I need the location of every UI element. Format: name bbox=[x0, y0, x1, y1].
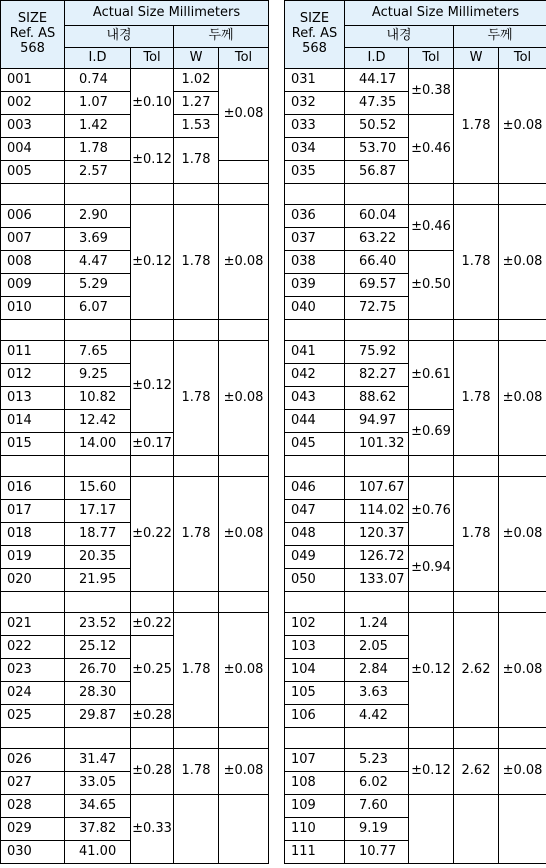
table-row bbox=[285, 613, 546, 636]
width-cell: 1.78 bbox=[454, 205, 499, 320]
spacer-cell bbox=[499, 592, 546, 613]
inner-diameter-tolerance-cell bbox=[409, 795, 454, 864]
size-cell: 001 bbox=[1, 69, 65, 92]
spacer-cell bbox=[285, 320, 345, 341]
spacer-cell bbox=[345, 184, 409, 205]
spacer-cell bbox=[174, 592, 219, 613]
group-spacer-row bbox=[285, 320, 546, 341]
inner-diameter-cell: 101.32 bbox=[345, 433, 409, 456]
inner-diameter-tolerance-cell: ±0.69 bbox=[409, 410, 454, 456]
size-cell: 007 bbox=[1, 228, 65, 251]
width-tolerance-cell bbox=[499, 795, 546, 864]
spacer-cell bbox=[131, 184, 174, 205]
width-cell: 1.78 bbox=[454, 341, 499, 456]
inner-diameter-cell: 2.57 bbox=[65, 161, 131, 184]
spacer-cell bbox=[174, 184, 219, 205]
inner-diameter-tolerance-cell: ±0.22 bbox=[131, 613, 174, 636]
spacer-cell bbox=[454, 592, 499, 613]
size-cell: 004 bbox=[1, 138, 65, 161]
inner-diameter-cell: 1.07 bbox=[65, 92, 131, 115]
inner-diameter-tolerance-cell: ±0.76 bbox=[409, 477, 454, 546]
spacer-cell bbox=[65, 728, 131, 749]
spacer-cell bbox=[454, 456, 499, 477]
size-cell: 002 bbox=[1, 92, 65, 115]
inner-diameter-cell: 56.87 bbox=[345, 161, 409, 184]
inner-diameter-tolerance-cell: ±0.94 bbox=[409, 546, 454, 592]
right-table-body bbox=[285, 1, 546, 864]
size-cell: 023 bbox=[1, 659, 65, 682]
inner-diameter-tolerance-cell: ±0.46 bbox=[409, 115, 454, 184]
spacer-cell bbox=[65, 184, 131, 205]
width-cell: 1.78 bbox=[174, 138, 219, 184]
size-cell: 015 bbox=[1, 433, 65, 456]
group-spacer-row bbox=[285, 456, 546, 477]
spacer-cell bbox=[345, 456, 409, 477]
width-cell: 1.78 bbox=[174, 613, 219, 728]
table-row bbox=[1, 613, 269, 636]
spacer-cell bbox=[409, 320, 454, 341]
id-column-header: I.D bbox=[345, 48, 409, 69]
w-tol-column-header: Tol bbox=[499, 48, 546, 69]
inner-diameter-cell: 29.87 bbox=[65, 705, 131, 728]
size-cell: 020 bbox=[1, 569, 65, 592]
spacer-cell bbox=[131, 592, 174, 613]
spacer-cell bbox=[285, 592, 345, 613]
inner-diameter-cell: 1.42 bbox=[65, 115, 131, 138]
width-tolerance-cell: ±0.08 bbox=[499, 749, 546, 795]
spacer-cell bbox=[219, 592, 269, 613]
width-cell: 2.62 bbox=[454, 613, 499, 728]
size-cell: 010 bbox=[1, 297, 65, 320]
size-cell: 038 bbox=[285, 251, 345, 274]
table-row bbox=[285, 205, 546, 228]
spacer-cell bbox=[345, 728, 409, 749]
spacer-cell bbox=[1, 184, 65, 205]
inner-diameter-tolerance-cell: ±0.50 bbox=[409, 251, 454, 320]
inner-diameter-cell: 94.97 bbox=[345, 410, 409, 433]
spacer-cell bbox=[454, 184, 499, 205]
size-cell: 006 bbox=[1, 205, 65, 228]
inner-diameter-tolerance-cell: ±0.10 bbox=[131, 69, 174, 138]
inner-diameter-tolerance-cell: ±0.25 bbox=[131, 636, 174, 705]
spacer-cell bbox=[454, 728, 499, 749]
inner-diameter-tolerance-cell: ±0.22 bbox=[131, 477, 174, 592]
spacer-cell bbox=[219, 320, 269, 341]
inner-diameter-cell: 14.00 bbox=[65, 433, 131, 456]
inner-diameter-cell: 4.42 bbox=[345, 705, 409, 728]
size-cell: 033 bbox=[285, 115, 345, 138]
size-cell: 011 bbox=[1, 341, 65, 364]
size-cell: 036 bbox=[285, 205, 345, 228]
width-tolerance-cell: ±0.08 bbox=[219, 341, 269, 456]
spacer-cell bbox=[454, 320, 499, 341]
size-cell: 105 bbox=[285, 682, 345, 705]
group-spacer-row bbox=[1, 592, 269, 613]
table-row bbox=[1, 795, 269, 818]
spacer-cell bbox=[1, 320, 65, 341]
inner-diameter-cell: 50.52 bbox=[345, 115, 409, 138]
width-cell: 1.78 bbox=[174, 749, 219, 795]
size-cell: 048 bbox=[285, 523, 345, 546]
spacer-cell bbox=[345, 320, 409, 341]
size-cell: 042 bbox=[285, 364, 345, 387]
width-cell: 1.02 bbox=[174, 69, 219, 92]
width-tolerance-cell: ±0.08 bbox=[219, 749, 269, 795]
size-cell: 022 bbox=[1, 636, 65, 659]
inner-diameter-cell: 21.95 bbox=[65, 569, 131, 592]
width-cell: 1.78 bbox=[174, 477, 219, 592]
inner-diameter-cell: 34.65 bbox=[65, 795, 131, 818]
w-tol-column-header: Tol bbox=[219, 48, 269, 69]
spacer-cell bbox=[131, 728, 174, 749]
width-cell bbox=[454, 795, 499, 864]
inner-diameter-cell: 9.19 bbox=[345, 818, 409, 841]
size-cell: 108 bbox=[285, 772, 345, 795]
inner-diameter-cell: 107.67 bbox=[345, 477, 409, 500]
inner-diameter-cell: 3.69 bbox=[65, 228, 131, 251]
inner-diameter-cell: 17.17 bbox=[65, 500, 131, 523]
spacer-cell bbox=[219, 184, 269, 205]
size-cell: 107 bbox=[285, 749, 345, 772]
spacer-cell bbox=[131, 320, 174, 341]
size-cell: 031 bbox=[285, 69, 345, 92]
width-tolerance-cell: ±0.08 bbox=[499, 69, 546, 184]
size-cell: 103 bbox=[285, 636, 345, 659]
inner-diameter-cell: 9.25 bbox=[65, 364, 131, 387]
width-tolerance-cell: ±0.08 bbox=[499, 205, 546, 320]
width-tolerance-cell: ±0.08 bbox=[219, 613, 269, 728]
size-cell: 044 bbox=[285, 410, 345, 433]
inner-diameter-tolerance-cell: ±0.12 bbox=[131, 341, 174, 433]
inner-diameter-cell: 10.82 bbox=[65, 387, 131, 410]
size-cell: 009 bbox=[1, 274, 65, 297]
spacer-cell bbox=[409, 184, 454, 205]
left-table-body bbox=[1, 1, 269, 864]
inner-diameter-cell: 69.57 bbox=[345, 274, 409, 297]
table-row bbox=[285, 795, 546, 818]
group-spacer-row bbox=[1, 456, 269, 477]
inner-diameter-cell: 15.60 bbox=[65, 477, 131, 500]
right-size-table bbox=[284, 0, 546, 864]
w-column-header: W bbox=[454, 48, 499, 69]
inner-diameter-header: 내경 bbox=[345, 26, 454, 48]
group-spacer-row bbox=[285, 592, 546, 613]
spacer-cell bbox=[285, 184, 345, 205]
size-header-line3: 568 bbox=[20, 40, 45, 56]
width-tolerance-cell: ±0.08 bbox=[219, 477, 269, 592]
table-row bbox=[1, 477, 269, 500]
id-tol-column-header: Tol bbox=[131, 48, 174, 69]
width-tolerance-cell: ±0.08 bbox=[499, 613, 546, 728]
inner-diameter-tolerance-cell: ±0.12 bbox=[409, 613, 454, 728]
spacer-cell bbox=[499, 320, 546, 341]
spacer-cell bbox=[409, 592, 454, 613]
width-tolerance-cell: ±0.08 bbox=[219, 205, 269, 320]
width-cell: 1.78 bbox=[174, 205, 219, 320]
id-column-header: I.D bbox=[65, 48, 131, 69]
inner-diameter-cell: 3.63 bbox=[345, 682, 409, 705]
spacer-cell bbox=[65, 456, 131, 477]
size-cell: 024 bbox=[1, 682, 65, 705]
width-cell: 1.78 bbox=[454, 69, 499, 184]
inner-diameter-tolerance-cell: ±0.33 bbox=[131, 795, 174, 864]
size-cell: 008 bbox=[1, 251, 65, 274]
inner-diameter-cell: 37.82 bbox=[65, 818, 131, 841]
group-spacer-row bbox=[1, 728, 269, 749]
table-row bbox=[285, 749, 546, 772]
inner-diameter-cell: 4.47 bbox=[65, 251, 131, 274]
spacer-cell bbox=[1, 456, 65, 477]
width-cell: 1.78 bbox=[454, 477, 499, 592]
width-cell: 1.53 bbox=[174, 115, 219, 138]
size-cell: 018 bbox=[1, 523, 65, 546]
spacer-cell bbox=[499, 728, 546, 749]
size-cell: 109 bbox=[285, 795, 345, 818]
size-cell: 012 bbox=[1, 364, 65, 387]
size-header bbox=[285, 1, 345, 69]
thickness-header: 두께 bbox=[174, 26, 269, 48]
inner-diameter-cell: 18.77 bbox=[65, 523, 131, 546]
inner-diameter-cell: 75.92 bbox=[345, 341, 409, 364]
size-cell: 043 bbox=[285, 387, 345, 410]
spacer-cell bbox=[174, 456, 219, 477]
spacer-cell bbox=[1, 728, 65, 749]
size-header-line1: SIZE bbox=[17, 11, 48, 27]
inner-diameter-tolerance-cell: ±0.28 bbox=[131, 705, 174, 728]
inner-diameter-cell: 31.47 bbox=[65, 749, 131, 772]
inner-diameter-cell: 33.05 bbox=[65, 772, 131, 795]
inner-diameter-cell: 126.72 bbox=[345, 546, 409, 569]
width-cell: 2.62 bbox=[454, 749, 499, 795]
inner-diameter-cell: 1.24 bbox=[345, 613, 409, 636]
size-cell: 050 bbox=[285, 569, 345, 592]
spacer-cell bbox=[285, 728, 345, 749]
spacer-cell bbox=[219, 456, 269, 477]
inner-diameter-tolerance-cell: ±0.28 bbox=[131, 749, 174, 795]
size-cell: 034 bbox=[285, 138, 345, 161]
thickness-header: 두께 bbox=[454, 26, 546, 48]
size-cell: 046 bbox=[285, 477, 345, 500]
inner-diameter-cell: 2.05 bbox=[345, 636, 409, 659]
inner-diameter-cell: 28.30 bbox=[65, 682, 131, 705]
inner-diameter-cell: 25.12 bbox=[65, 636, 131, 659]
inner-diameter-cell: 41.00 bbox=[65, 841, 131, 864]
size-cell: 013 bbox=[1, 387, 65, 410]
size-cell: 029 bbox=[1, 818, 65, 841]
table-row bbox=[285, 69, 546, 92]
size-cell: 049 bbox=[285, 546, 345, 569]
inner-diameter-cell: 120.37 bbox=[345, 523, 409, 546]
spacer-cell bbox=[219, 728, 269, 749]
inner-diameter-cell: 2.90 bbox=[65, 205, 131, 228]
inner-diameter-tolerance-cell: ±0.17 bbox=[131, 433, 174, 456]
inner-diameter-cell: 88.62 bbox=[345, 387, 409, 410]
inner-diameter-tolerance-cell: ±0.38 bbox=[409, 69, 454, 115]
width-tolerance-cell bbox=[219, 795, 269, 864]
inner-diameter-cell: 12.42 bbox=[65, 410, 131, 433]
size-cell: 017 bbox=[1, 500, 65, 523]
size-cell: 106 bbox=[285, 705, 345, 728]
spacer-cell bbox=[409, 456, 454, 477]
inner-diameter-cell: 60.04 bbox=[345, 205, 409, 228]
inner-diameter-tolerance-cell: ±0.46 bbox=[409, 205, 454, 251]
w-column-header: W bbox=[174, 48, 219, 69]
spacer-cell bbox=[499, 456, 546, 477]
inner-diameter-cell: 53.70 bbox=[345, 138, 409, 161]
size-header-line3: 568 bbox=[302, 40, 327, 56]
spacer-cell bbox=[174, 728, 219, 749]
size-cell: 102 bbox=[285, 613, 345, 636]
size-header-line2: Ref. AS bbox=[9, 26, 56, 42]
size-cell: 014 bbox=[1, 410, 65, 433]
table-row bbox=[1, 69, 269, 92]
inner-diameter-cell: 44.17 bbox=[345, 69, 409, 92]
inner-diameter-header: 내경 bbox=[65, 26, 174, 48]
spacer-cell bbox=[131, 456, 174, 477]
inner-diameter-cell: 23.52 bbox=[65, 613, 131, 636]
inner-diameter-cell: 7.65 bbox=[65, 341, 131, 364]
table-row bbox=[285, 477, 546, 500]
inner-diameter-cell: 20.35 bbox=[65, 546, 131, 569]
width-tolerance-cell bbox=[219, 161, 269, 184]
size-cell: 111 bbox=[285, 841, 345, 864]
size-cell: 039 bbox=[285, 274, 345, 297]
inner-diameter-tolerance-cell: ±0.12 bbox=[131, 138, 174, 184]
inner-diameter-cell: 66.40 bbox=[345, 251, 409, 274]
size-cell: 045 bbox=[285, 433, 345, 456]
size-header bbox=[1, 1, 65, 69]
spacer-cell bbox=[285, 456, 345, 477]
width-cell: 1.78 bbox=[174, 341, 219, 456]
inner-diameter-cell: 133.07 bbox=[345, 569, 409, 592]
size-cell: 037 bbox=[285, 228, 345, 251]
size-cell: 027 bbox=[1, 772, 65, 795]
size-cell: 030 bbox=[1, 841, 65, 864]
spacer-cell bbox=[409, 728, 454, 749]
inner-diameter-cell: 5.23 bbox=[345, 749, 409, 772]
size-cell: 025 bbox=[1, 705, 65, 728]
inner-diameter-cell: 5.29 bbox=[65, 274, 131, 297]
id-tol-column-header: Tol bbox=[409, 48, 454, 69]
spacer-cell bbox=[499, 184, 546, 205]
size-header-line2: Ref. AS bbox=[291, 26, 338, 42]
inner-diameter-cell: 6.07 bbox=[65, 297, 131, 320]
size-cell: 005 bbox=[1, 161, 65, 184]
table-row bbox=[1, 341, 269, 364]
size-cell: 028 bbox=[1, 795, 65, 818]
spacer-cell bbox=[1, 592, 65, 613]
inner-diameter-cell: 26.70 bbox=[65, 659, 131, 682]
spacer-cell bbox=[65, 320, 131, 341]
inner-diameter-cell: 10.77 bbox=[345, 841, 409, 864]
inner-diameter-cell: 47.35 bbox=[345, 92, 409, 115]
inner-diameter-cell: 7.60 bbox=[345, 795, 409, 818]
size-cell: 032 bbox=[285, 92, 345, 115]
size-cell: 040 bbox=[285, 297, 345, 320]
inner-diameter-tolerance-cell: ±0.61 bbox=[409, 341, 454, 410]
inner-diameter-cell: 1.78 bbox=[65, 138, 131, 161]
inner-diameter-cell: 2.84 bbox=[345, 659, 409, 682]
width-tolerance-cell: ±0.08 bbox=[219, 69, 269, 161]
group-spacer-row bbox=[285, 728, 546, 749]
group-spacer-row bbox=[285, 184, 546, 205]
size-cell: 026 bbox=[1, 749, 65, 772]
size-cell: 019 bbox=[1, 546, 65, 569]
spacer-cell bbox=[345, 592, 409, 613]
table-row bbox=[285, 341, 546, 364]
inner-diameter-cell: 6.02 bbox=[345, 772, 409, 795]
width-cell bbox=[174, 795, 219, 864]
size-cell: 035 bbox=[285, 161, 345, 184]
inner-diameter-tolerance-cell: ±0.12 bbox=[409, 749, 454, 795]
size-header-line1: SIZE bbox=[299, 11, 330, 27]
width-cell: 1.27 bbox=[174, 92, 219, 115]
inner-diameter-cell: 63.22 bbox=[345, 228, 409, 251]
spacer-cell bbox=[65, 592, 131, 613]
size-cell: 021 bbox=[1, 613, 65, 636]
group-spacer-row bbox=[1, 320, 269, 341]
group-spacer-row bbox=[1, 184, 269, 205]
size-cell: 003 bbox=[1, 115, 65, 138]
inner-diameter-tolerance-cell: ±0.12 bbox=[131, 205, 174, 320]
inner-diameter-cell: 114.02 bbox=[345, 500, 409, 523]
table-row bbox=[1, 749, 269, 772]
size-cell: 016 bbox=[1, 477, 65, 500]
actual-size-header: Actual Size Millimeters bbox=[65, 1, 269, 26]
actual-size-header: Actual Size Millimeters bbox=[345, 1, 546, 26]
width-tolerance-cell: ±0.08 bbox=[499, 341, 546, 456]
left-size-table bbox=[0, 0, 269, 864]
table-row bbox=[1, 205, 269, 228]
size-cell: 104 bbox=[285, 659, 345, 682]
inner-diameter-cell: 82.27 bbox=[345, 364, 409, 387]
inner-diameter-cell: 0.74 bbox=[65, 69, 131, 92]
size-cell: 041 bbox=[285, 341, 345, 364]
width-tolerance-cell: ±0.08 bbox=[499, 477, 546, 592]
size-cell: 110 bbox=[285, 818, 345, 841]
spacer-cell bbox=[174, 320, 219, 341]
inner-diameter-cell: 72.75 bbox=[345, 297, 409, 320]
size-cell: 047 bbox=[285, 500, 345, 523]
